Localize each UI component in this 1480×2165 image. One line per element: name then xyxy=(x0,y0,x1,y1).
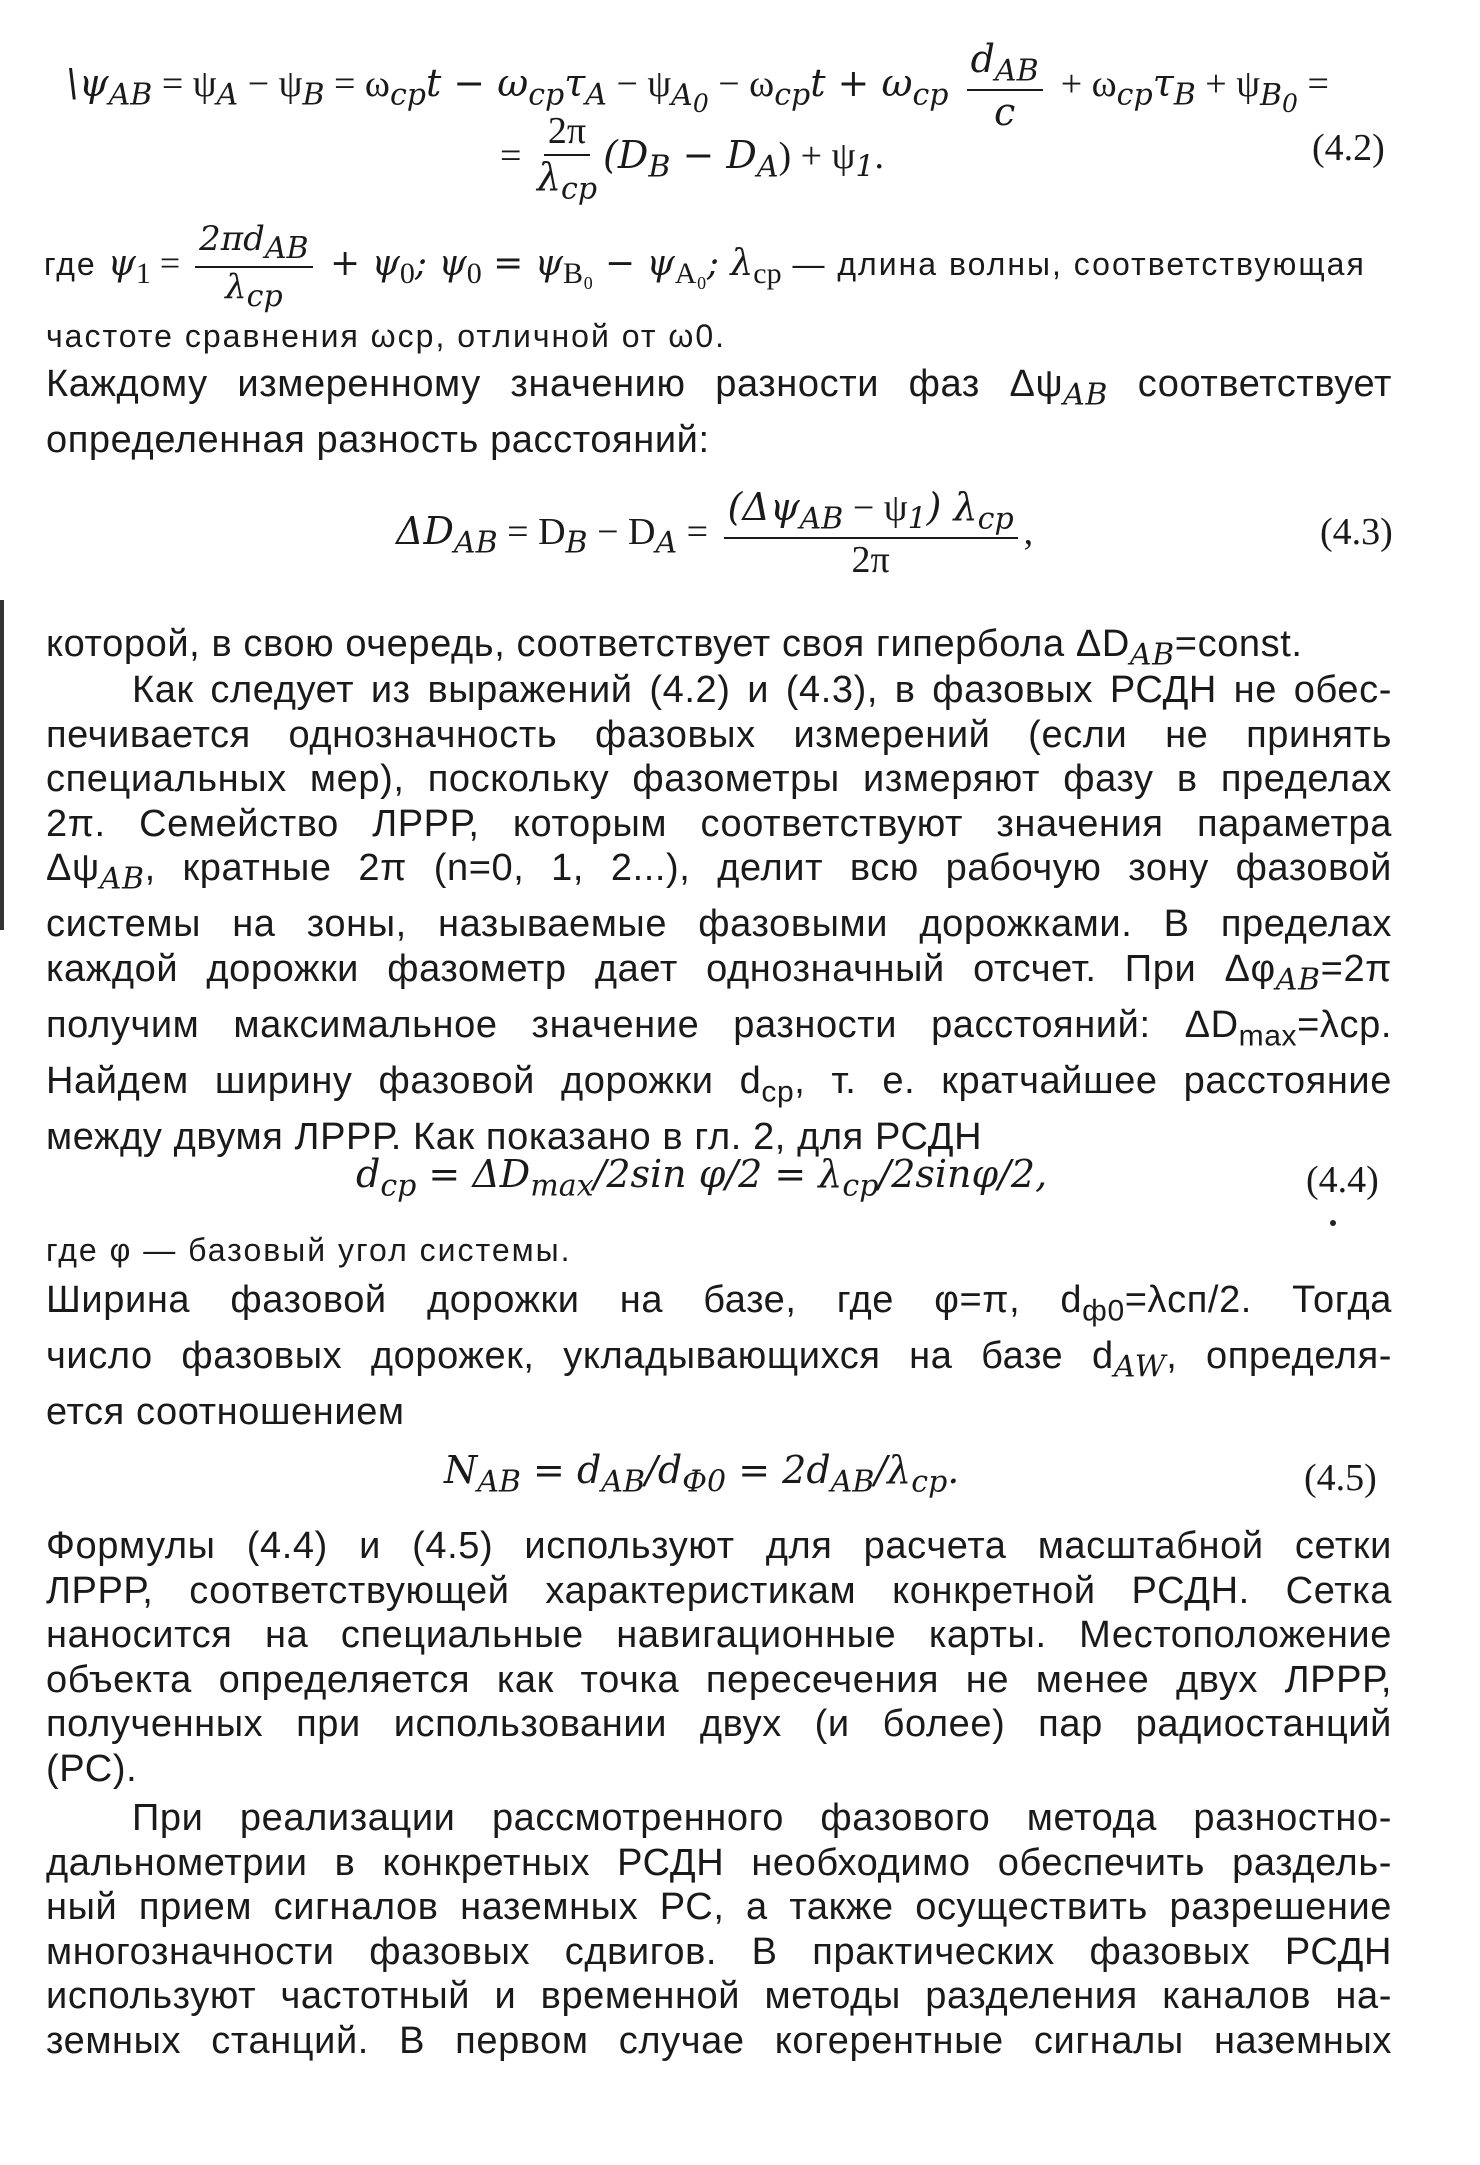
text-line: (РС). xyxy=(46,1747,138,1790)
paragraph-phase-ambiguity xyxy=(46,668,1392,1159)
margin-mark xyxy=(0,600,4,930)
paragraph-formulas-usage xyxy=(46,1524,1392,1791)
text-line: каждой дорожки фазометр дает однозначный отсчет. При $\Delta\varphi_{AB}=2\pi$ xyxy=(46,947,1392,998)
text-line: ный прием сигналов наземных РС, а также осуществить разрешение xyxy=(46,1886,1392,1928)
text-line: 2π. Семейство ЛРРР, которым соответствуют значения параметра xyxy=(46,802,1392,845)
paragraph-track-width xyxy=(46,1278,1392,1435)
text-line: Ширина фазовой дорожки на базе, где φ=π, $d_{ф0}=\lambda сп/2$. Тогда xyxy=(46,1279,1393,1328)
text-line: специальных мер), поскольку фазометры измеряют фазу в пределах xyxy=(46,758,1392,800)
text-line: многозначности фазовых сдвигов. В практических фазовых РСДН xyxy=(46,1930,1392,1973)
fraction-d-over-c: $\frac{d_{AB}}{c}$ xyxy=(967,40,1043,133)
text-line: получим максимальное значение разности расстояний: $\Delta D_{max}=\lambda ср$. xyxy=(46,1003,1392,1053)
text-line: дальнометрии в конкретных РСДН необходимо обеспечить раздель- xyxy=(46,1841,1392,1884)
hyperbola-line: которой, в свою очередь, соответствует своя гипербола $\Delta D_{AB}=const$. xyxy=(46,623,1303,673)
text-line: полученных при использовании двух (и более) пар радиостанций xyxy=(46,1703,1392,1745)
text-line: между двумя ЛРРР. Как показано в гл. 2, для РСДН xyxy=(46,1115,983,1158)
text-line: При реализации рассмотренного фазового метода разностно- xyxy=(132,1797,1392,1839)
text-line: число фазовых дорожек, укладывающихся на базе $d_{AW}$, определя- xyxy=(46,1335,1393,1385)
text-line: Каждому измеренному значению разности фаз $\Delta\psi_{AB}$ соответствует xyxy=(46,363,1392,413)
formula-4-2-line-2: = $\frac{2\pi}{\lambda_{ср}}$ $(D_B - D_A) + \psi_1$. xyxy=(500,110,884,207)
text-line: Как следует из выражений (4.2) и (4.3), в фазовых РСДН не обес- xyxy=(132,669,1392,711)
paragraph-phase-difference xyxy=(46,362,1392,463)
frequency-line: частоте сравнения ωср, отличной от ω0. xyxy=(46,318,727,354)
print-speck xyxy=(1330,1220,1336,1226)
text-line: системы на зоны, называемые фазовыми дорожками. В пределах xyxy=(46,903,1392,946)
text-line: $\Delta\psi_{AB}$, кратные 2π (n=0, 1, 2...), делит всю рабочую зону фазовой xyxy=(46,847,1392,897)
equation-number-4-2: (4.2) xyxy=(1312,127,1385,169)
formula-4-4: $d_{ср} = \Delta D_{max}/2\sin$ $\varphi/2 = \lambda_{ср}/2\sin\varphi/2$, xyxy=(356,1152,1048,1204)
formula-4-5: $N_{AB} = d_{AB}/d_{Ф0} = 2d_{AB}/\lambda_{ср}$. xyxy=(444,1448,960,1500)
text-line: ется соотношением xyxy=(46,1391,405,1434)
formula-4-3: $\Delta D_{AB} = D_B - D_A$ = $\frac{(\Delta\psi_{AB} - \psi_1) \lambda_{ср}}{2\pi}$ , xyxy=(396,485,1034,582)
text-line: Найдем ширину фазовой дорожки $d_{ср}$, т. е. кратчайшее расстояние xyxy=(46,1059,1392,1109)
phi-definition: где φ — базовый угол системы. xyxy=(46,1232,572,1268)
equation-number-4-3: (4.3) xyxy=(1320,511,1393,553)
paragraph-implementation xyxy=(46,1796,1392,2063)
text-line: ЛРРР, соответствующей характеристикам конкретной РСДН. Сетка xyxy=(46,1569,1392,1612)
text-line: определенная разность расстояний: xyxy=(46,419,710,462)
text-line: печивается однозначность фазовых измерений (если не принять xyxy=(46,713,1392,756)
equation-number-4-4: (4.4) xyxy=(1306,1159,1379,1201)
formula-4-2-line-1: $\backslash\psi_{AB} = \psi_A - \psi_B = \omega_{ср}t - \omega_{ср}\tau_A - \psi_{A_0} - \omega_{ср}t + \omega_{ср}$ $\frac{d_{AB}}{c}$ + $\omega_{ср}\tau_B + \psi_{B_0}$ = xyxy=(66,37,1329,135)
definition-line: где $\psi_1$ = $\frac{2\pi d_{AB}}{\lambda_{ср}}$ + $\psi_0$; $\psi_0 = \psi_{B_0} - \psi_{A_0}$; $\lambda_{ср}$ — длина волны, соответствующая xyxy=(44,219,1366,315)
equation-number-4-5: (4.5) xyxy=(1304,1457,1377,1499)
text-line: используют частотный и временной методы разделения каналов на- xyxy=(46,1975,1392,2017)
text-line: объекта определяется как точка пересечения не менее двух ЛРРР, xyxy=(46,1658,1392,1701)
text-line: земных станций. В первом случае когерентные сигналы наземных xyxy=(46,2019,1392,2062)
text-line: Формулы (4.4) и (4.5) используют для расчета масштабной сетки xyxy=(46,1525,1392,1567)
text-line: наносится на специальные навигационные карты. Местоположение xyxy=(46,1614,1392,1656)
